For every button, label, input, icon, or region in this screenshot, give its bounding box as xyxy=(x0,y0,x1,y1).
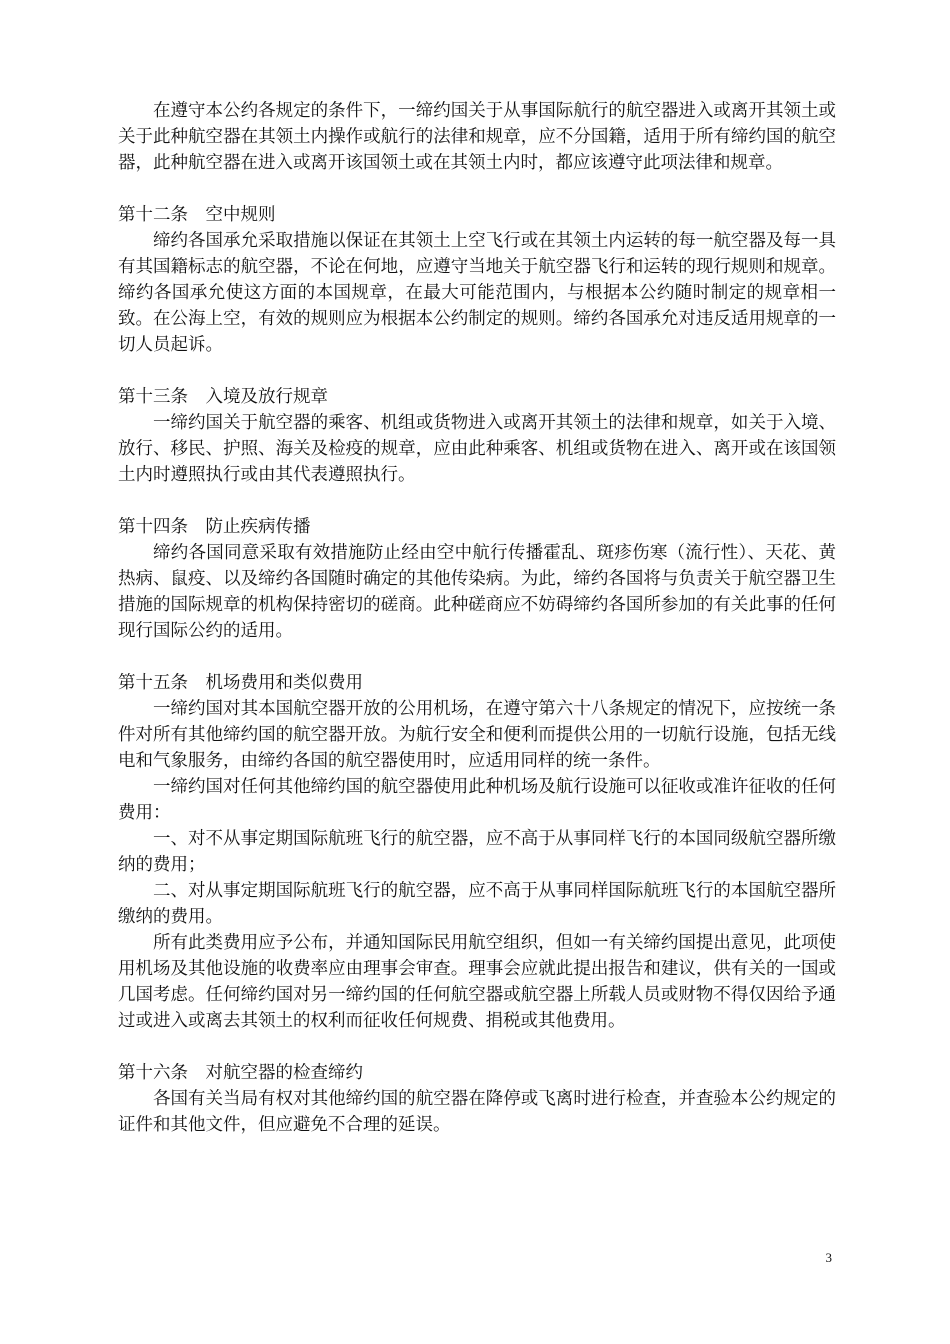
article-number: 第十四条 xyxy=(118,517,188,537)
article-number: 第十六条 xyxy=(118,1063,188,1083)
article-heading xyxy=(118,384,836,410)
article-number: 第十三条 xyxy=(118,387,188,407)
article-heading xyxy=(118,514,836,540)
article-heading xyxy=(118,670,836,696)
article-number: 第十五条 xyxy=(118,673,188,693)
article-paragraph: 一缔约国关于航空器的乘客、机组或货物进入或离开其领土的法律和规章，如关于入境、放行、移民、护照、海关及检疫的规章，应由此种乘客、机组或货物在进入、离开或在该国领土内时遵照执行或由其代表遵照执行。 xyxy=(118,413,836,485)
article-15 xyxy=(118,670,836,1034)
article-13 xyxy=(118,384,836,488)
article-paragraph: 二、对从事定期国际航班飞行的航空器，应不高于从事同样国际航班飞行的本国航空器所缴纳的费用。 xyxy=(118,881,836,927)
article-paragraph: 一缔约国对任何其他缔约国的航空器使用此种机场及航行设施可以征收或准许征收的任何费用： xyxy=(118,777,836,823)
article-paragraph: 缔约各国承允采取措施以保证在其领土上空飞行或在其领土内运转的每一航空器及每一具有其国籍标志的航空器，不论在何地，应遵守当地关于航空器飞行和运转的现行规则和规章。缔约各国承允使这方面的本国规章，在最大可能范围内，与根据本公约随时制定的规章相一致。在公海上空，有效的规则应为根据本公约制定的规则。缔约各国承允对违反适用规章的一切人员起诉。 xyxy=(118,231,836,355)
article-heading xyxy=(118,202,836,228)
article-paragraph: 缔约各国同意采取有效措施防止经由空中航行传播霍乱、斑疹伤寒（流行性）、天花、黄热病、鼠疫、以及缔约各国随时确定的其他传染病。为此，缔约各国将与负责关于航空器卫生措施的国际规章的机构保持密切的磋商。此种磋商应不妨碍缔约各国所参加的有关此事的任何现行国际公约的适用。 xyxy=(118,543,836,641)
article-title: 入境及放行规章 xyxy=(205,387,328,407)
page-number: 3 xyxy=(825,1250,832,1265)
article-12 xyxy=(118,202,836,358)
article-16 xyxy=(118,1060,836,1138)
article-paragraph: 一、对不从事定期国际航班飞行的航空器，应不高于从事同样飞行的本国同级航空器所缴纳的费用； xyxy=(118,829,836,875)
article-number: 第十二条 xyxy=(118,205,188,225)
article-14 xyxy=(118,514,836,644)
article-title: 空中规则 xyxy=(205,205,276,225)
intro-paragraph: 在遵守本公约各规定的条件下，一缔约国关于从事国际航行的航空器进入或离开其领土或关于此种航空器在其领土内操作或航行的法律和规章，应不分国籍，适用于所有缔约国的航空器，此种航空器在进入或离开该国领土或在其领土内时，都应该遵守此项法律和规章。 xyxy=(118,101,836,173)
article-paragraph: 所有此类费用应予公布，并通知国际民用航空组织，但如一有关缔约国提出意见，此项使用机场及其他设施的收费率应由理事会审查。理事会应就此提出报告和建议，供有关的一国或几国考虑。任何缔约国对另一缔约国的任何航空器或航空器上所载人员或财物不得仅因给予通过或进入或离去其领土的权利而征收任何规费、捐税或其他费用。 xyxy=(118,933,836,1031)
article-title: 防止疾病传播 xyxy=(205,517,311,537)
article-paragraph: 各国有关当局有权对其他缔约国的航空器在降停或飞离时进行检查，并查验本公约规定的证件和其他文件，但应避免不合理的延误。 xyxy=(118,1089,836,1135)
article-heading xyxy=(118,1060,836,1086)
article-title: 机场费用和类似费用 xyxy=(205,673,363,693)
article-paragraph: 一缔约国对其本国航空器开放的公用机场，在遵守第六十八条规定的情况下，应按统一条件对所有其他缔约国的航空器开放。为航行安全和便利而提供公用的一切航行设施，包括无线电和气象服务，由缔约各国的航空器使用时，应适用同样的统一条件。 xyxy=(118,699,836,771)
article-title: 对航空器的检查缔约 xyxy=(205,1063,363,1083)
document-page xyxy=(118,98,836,1138)
